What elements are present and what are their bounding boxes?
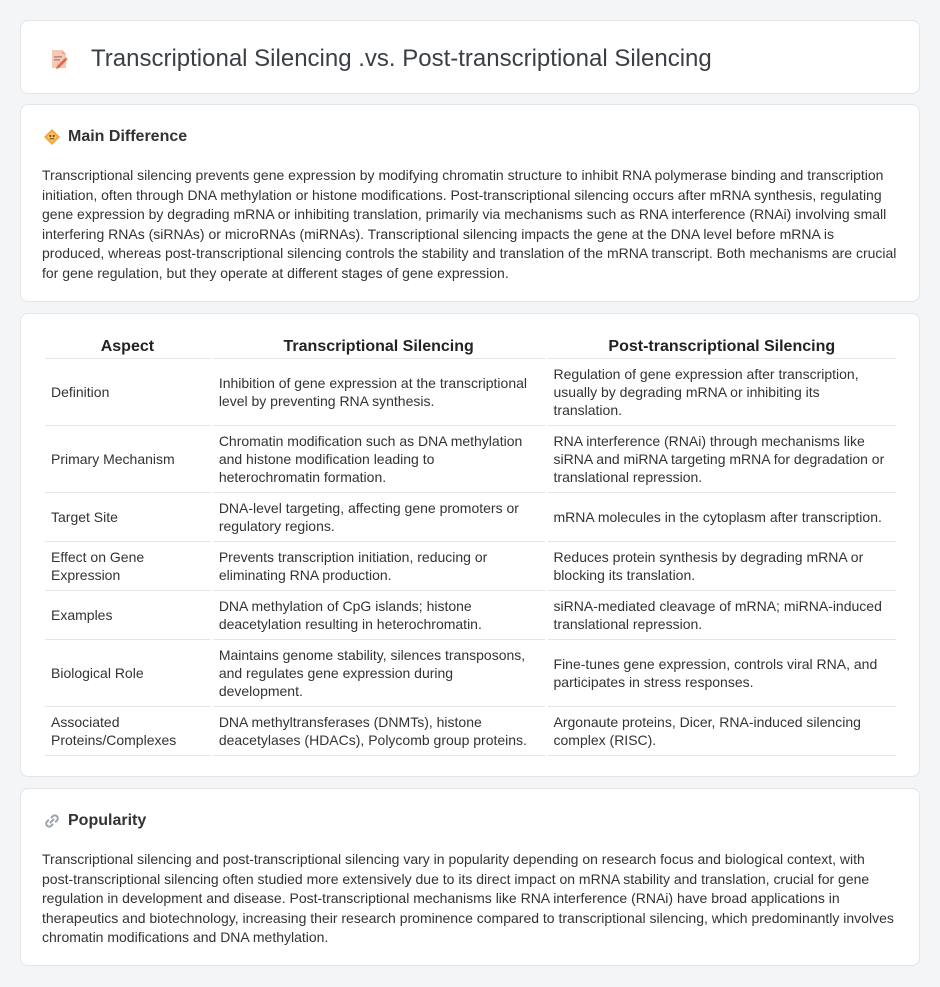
column-header-aspect: Aspect bbox=[45, 337, 210, 359]
diamond-badge-icon bbox=[43, 128, 61, 146]
aspect-cell: Primary Mechanism bbox=[45, 426, 210, 493]
title-card bbox=[20, 20, 920, 94]
table-row bbox=[45, 426, 896, 493]
main-difference-section bbox=[20, 104, 920, 302]
table-row bbox=[45, 591, 896, 640]
post-transcriptional-cell: RNA interference (RNAi) through mechanisms like siRNA and miRNA targeting mRNA for degradation or translational repression. bbox=[548, 426, 896, 493]
transcriptional-cell: Chromatin modification such as DNA methylation and histone modification leading to heterochromatin formation. bbox=[213, 426, 545, 493]
comparison-section bbox=[20, 313, 920, 777]
link-icon bbox=[43, 812, 61, 830]
table-row bbox=[45, 359, 896, 426]
post-transcriptional-cell: Argonaute proteins, Dicer, RNA-induced silencing complex (RISC). bbox=[548, 707, 896, 756]
transcriptional-cell: Maintains genome stability, silences transposons, and regulates gene expression during development. bbox=[213, 640, 545, 707]
post-transcriptional-cell: Reduces protein synthesis by degrading mRNA or blocking its translation. bbox=[548, 542, 896, 591]
column-header-transcriptional: Transcriptional Silencing bbox=[213, 337, 545, 359]
transcriptional-cell: DNA methylation of CpG islands; histone deacetylation resulting in heterochromatin. bbox=[213, 591, 545, 640]
post-transcriptional-cell: Fine-tunes gene expression, controls viral RNA, and participates in stress responses. bbox=[548, 640, 896, 707]
table-row bbox=[45, 640, 896, 707]
transcriptional-cell: Prevents transcription initiation, reducing or eliminating RNA production. bbox=[213, 542, 545, 591]
table-header-row bbox=[45, 337, 896, 359]
page-title: Transcriptional Silencing .vs. Post-transcriptional Silencing bbox=[91, 45, 712, 72]
post-transcriptional-cell: siRNA-mediated cleavage of mRNA; miRNA-induced translational repression. bbox=[548, 591, 896, 640]
table-row bbox=[45, 542, 896, 591]
aspect-cell: Examples bbox=[45, 591, 210, 640]
main-difference-header bbox=[43, 127, 187, 147]
post-transcriptional-cell: mRNA molecules in the cytoplasm after transcription. bbox=[548, 493, 896, 542]
aspect-cell: Effect on Gene Expression bbox=[45, 542, 210, 591]
aspect-cell: Associated Proteins/Complexes bbox=[45, 707, 210, 756]
table-row bbox=[45, 493, 896, 542]
popularity-header bbox=[43, 811, 146, 831]
main-difference-heading: Main Difference bbox=[68, 128, 188, 145]
main-difference-text: Transcriptional silencing prevents gene expression by modifying chromatin structure to inhibit RNA polymerase binding and transcription initiation, often through DNA methylation or histone modifications. Post-transcriptional silencing occurs after mRNA synthesis, regulating gene expression by degrading mRNA or inhibiting translation, primarily via mechanisms such as RNA interference (RNAi) involving small interfering RNAs (siRNAs) or microRNAs (miRNAs). Transcriptional silencing impacts the gene at the DNA level before mRNA is produced, whereas post-transcriptional silencing controls the stability and translation of the mRNA transcript. Both mechanisms are crucial for gene regulation, but they operate at different stages of gene expression. bbox=[42, 167, 897, 281]
table-row bbox=[45, 707, 896, 756]
transcriptional-cell: Inhibition of gene expression at the transcriptional level by preventing RNA synthesis. bbox=[213, 359, 545, 426]
transcriptional-cell: DNA-level targeting, affecting gene promoters or regulatory regions. bbox=[213, 493, 545, 542]
popularity-heading: Popularity bbox=[68, 812, 147, 829]
document-edit-icon bbox=[48, 48, 70, 70]
popularity-text: Transcriptional silencing and post-transcriptional silencing vary in popularity depending on research focus and biological context, with post-transcriptional silencing often studied more extensively due to its direct impact on mRNA stability and translation, crucial for gene regulation in development and disease. Post-transcriptional mechanisms like RNA interference (RNAi) have broad applications in therapeutics and biotechnology, increasing their research prominence compared to transcriptional silencing, which predominantly involves chromatin modifications and DNA methylation. bbox=[42, 851, 894, 945]
aspect-cell: Definition bbox=[45, 359, 210, 426]
transcriptional-cell: DNA methyltransferases (DNMTs), histone deacetylases (HDACs), Polycomb group proteins. bbox=[213, 707, 545, 756]
comparison-table bbox=[42, 337, 899, 756]
aspect-cell: Target Site bbox=[45, 493, 210, 542]
popularity-section bbox=[20, 788, 920, 966]
post-transcriptional-cell: Regulation of gene expression after transcription, usually by degrading mRNA or inhibiting its translation. bbox=[548, 359, 896, 426]
aspect-cell: Biological Role bbox=[45, 640, 210, 707]
column-header-post-transcriptional: Post-transcriptional Silencing bbox=[548, 337, 896, 359]
